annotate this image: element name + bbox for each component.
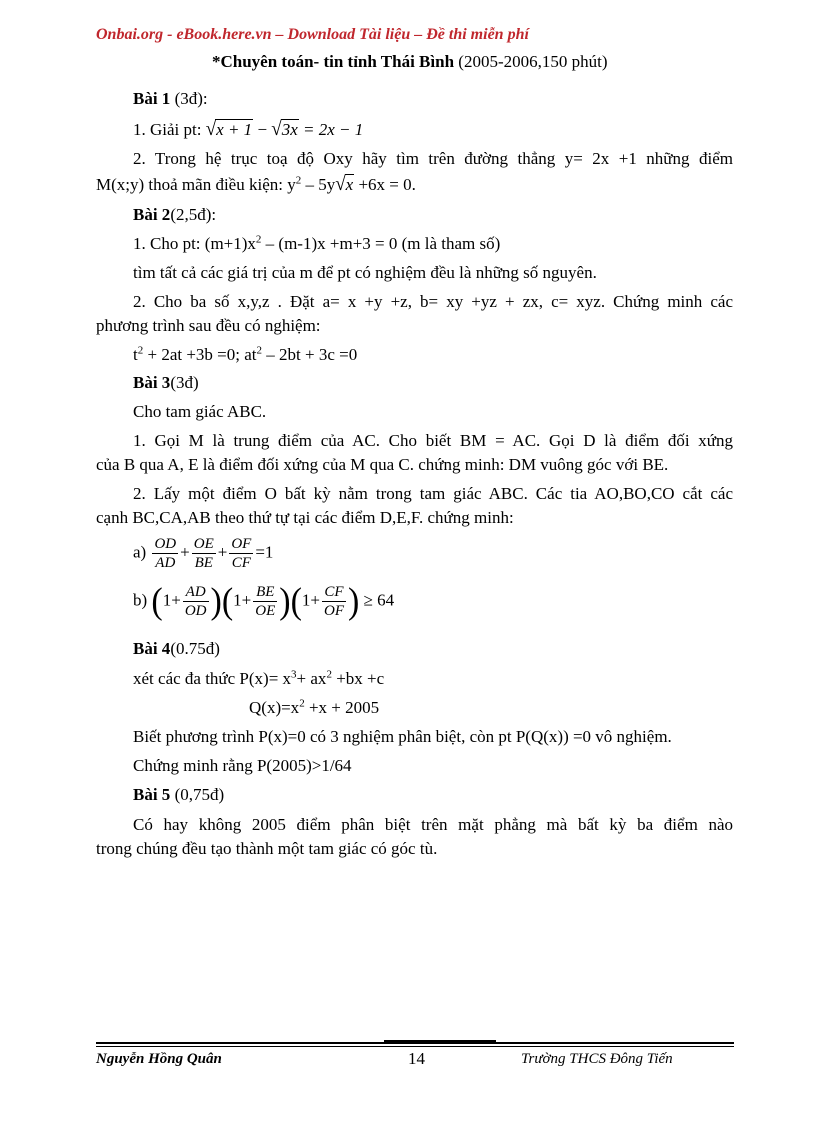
bai5-title: Bài 5 [133,785,171,804]
bai2-heading [133,205,216,225]
bai3-q1-line1: 1. Gọi M là trung điểm của AC. Cho biết BM = AC. Gọi D là điểm đối xứng [133,431,733,450]
bai2-eq-a: t [133,345,138,364]
bai3-q2-line2: cạnh BC,CA,AB theo thứ tự tại các điểm D,E,F. chứng minh: [96,508,514,527]
bai3-title: Bài 3 [133,373,171,392]
bai4-p-c: +bx +c [331,669,385,688]
bai4-title: Bài 4 [133,639,171,658]
bai1-q2-text-b: – 5y [301,175,336,194]
bai4-points: (0.75đ) [170,639,220,658]
bai1-title: Bài 1 [133,89,171,108]
page-number: 14 [408,1049,425,1068]
bai4-line3: Biết phương trình P(x)=0 có 3 nghiệm phân biệt, còn pt P(Q(x)) =0 vô nghiệm. [133,727,672,746]
bai2-title: Bài 2 [133,205,171,224]
title-bold: *Chuyên toán- tin tỉnh Thái Bình [212,52,455,71]
bai3-points: (3đ) [170,373,199,392]
bai2-q2-line1: 2. Cho ba số x,y,z . Đặt a= x +y +z, b= xy +yz + zx, c= xyz. Chứng minh các [133,292,733,311]
bai5-line2: trong chúng đều tạo thành một tam giác có góc tù. [96,839,438,858]
bai3-a-rhs: =1 [255,542,274,562]
bai4-line4: Chứng minh rằng P(2005)>1/64 [133,756,352,775]
bai3-a-label: a) [133,542,151,562]
bai1-q1-radicand-b: 3x [281,120,298,139]
bai3-part-b: b) (1+ $\frac{AD}{OD}$ )(1+ $\frac{BE}{OE}$ )(1+ $\frac{CF}{OF}$ ) ≥ 64 [133,580,395,622]
bai1-q1: 1. Giải pt: √x + 1 − √3x = 2x − 1 [133,118,364,141]
bai1-q2-text-a: M(x;y) thoả mãn điều kiện: y [96,175,296,194]
bai4-p-a: xét các đa thức P(x)= x [133,669,292,688]
bai2-q1: 1. Cho pt: $(m+1)x^2 - (m-1)x +m+3 = 0$ (m là tham số) [133,233,501,253]
bai3-heading [133,373,199,393]
bai1-heading [133,89,208,109]
bai2-q1-a: 1. Cho pt: (m+1)x [133,234,256,253]
footer-author: Nguyễn Hồng Quân [96,1051,222,1067]
bai3-q2-line1: 2. Lấy một điểm O bất kỳ nằm trong tam giác ABC. Các tia AO,BO,CO cắt các [133,484,733,503]
bai4-p: xét các đa thức $P(x)= x^3+ ax^2 +bx +c$ [133,668,385,688]
bai4-q-b: +x + 2005 [304,698,380,717]
page-title [212,52,608,72]
footer-school: Trường THCS Đông Tiến [521,1051,673,1067]
bai2-q1-b: – (m-1)x +m+3 = 0 (m là tham số) [261,234,501,253]
bai1-q1-radicand-a: x + 1 [216,120,253,139]
bai2-q1-line2: tìm tất cả các giá trị của m để pt có nghiệm đều là những số nguyên. [133,263,597,282]
bai3-intro: Cho tam giác ABC. [133,402,267,421]
bai5-line1: Có hay không 2005 điểm phân biệt trên mặt phẳng mà bất kỳ ba điểm nào [133,815,733,834]
footer-rule [96,1042,734,1044]
bai2-eq-b: + 2at +3b =0; at [143,345,257,364]
bai5-points: (0,75đ) [170,785,225,804]
bai1-points: (3đ): [170,89,208,108]
bai3-q1-line2: của B qua A, E là điểm đối xứng của M qua C. chứng minh: DM vuông góc với BE. [96,455,669,474]
bai1-q2-line2: M(x;y) thoả mãn điều kiện: $y^2 - 5y√x +6x = 0$. [96,173,416,196]
footer-rule-thin [96,1046,734,1047]
bai4-p-b: + ax [296,669,327,688]
bai2-q2-equations: $t^2 + 2at +3b =0$; $at^2 - 2bt + 3c =0$ [133,344,358,364]
bai3-b-rhs: ≥ 64 [363,590,395,610]
bai4-q-a: Q(x)=x [249,698,300,717]
fraction-of-cf: $\frac{OF}{CF}$ [231,536,252,571]
bai4-heading [133,639,220,659]
bai1-q2-radicand: x [345,175,354,194]
header-banner: Onbai.org - eBook.here.vn – Download Tài liệu – Đề thi miễn phí [96,26,529,43]
bai1-q2-line1: 2. Trong hệ trục toạ độ Oxy hãy tìm trên đường thẳng y= 2x +1 những điểm [133,149,733,168]
fraction-ad-od: $\frac{AD}{OD}$ [184,584,207,619]
bai1-q1-rhs: = 2x − 1 [298,120,364,139]
fraction-be-oe: $\frac{BE}{OE}$ [255,584,276,619]
bai4-q: $Q(x)=x^2 +x + 2005$ [249,697,380,717]
bai3-part-a: a) $\frac{OD}{AD}$ + $\frac{OE}{BE}$ + $\frac{OF}{CF}$ =1 [133,536,274,571]
bai1-q2-text-c: +6x = 0. [354,175,416,194]
bai1-q1-label: 1. Giải pt: [133,120,206,139]
title-rest: (2005-2006,150 phút) [454,52,608,71]
fraction-cf-of: $\frac{CF}{OF}$ [324,584,345,619]
bai5-heading [133,785,224,805]
bai2-q2-line2: phương trình sau đều có nghiệm: [96,316,321,335]
fraction-oe-be: $\frac{OE}{BE}$ [193,536,214,571]
bai2-eq-c: – 2bt + 3c =0 [262,345,358,364]
bai3-b-label: b) [133,590,152,610]
fraction-od-ad: $\frac{OD}{AD}$ [154,536,177,571]
bai2-points: (2,5đ): [170,205,217,224]
